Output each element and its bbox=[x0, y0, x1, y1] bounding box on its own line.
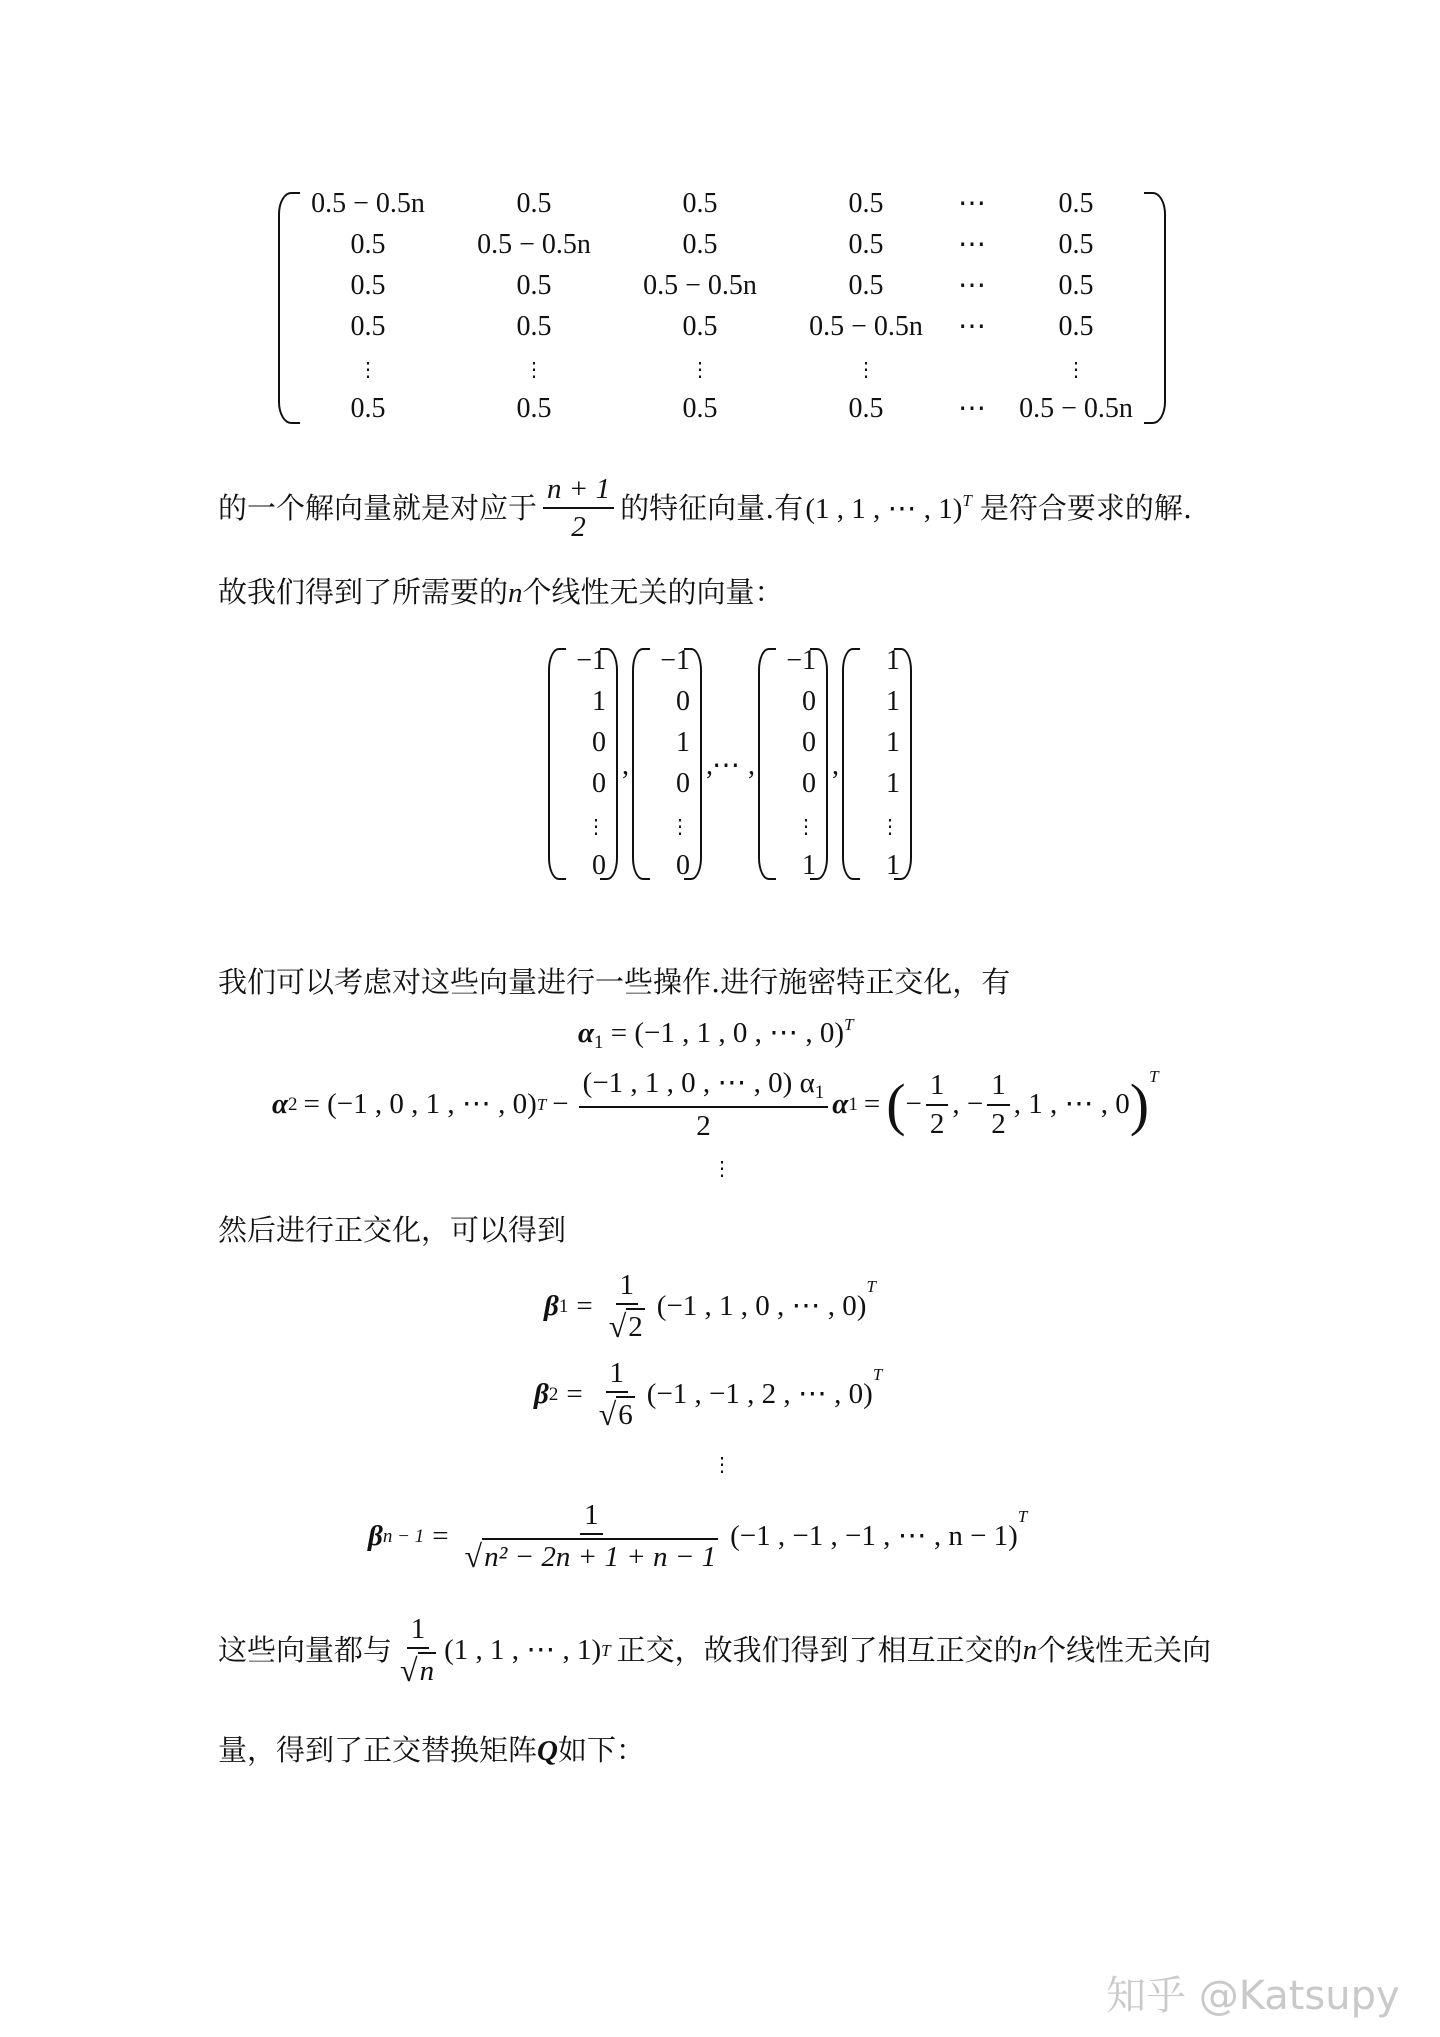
vdots-1: ⋮ bbox=[712, 1158, 732, 1180]
line5-post2: 个线性无关向 bbox=[1037, 1632, 1212, 1667]
matrix-cell: ⋯ bbox=[958, 270, 986, 301]
matrix-cell: ⋮ bbox=[358, 359, 378, 381]
alpha2-close-paren: ) bbox=[1129, 1071, 1150, 1137]
alpha2-projection-fraction bbox=[579, 1068, 829, 1141]
matrix-cell: ⋮ bbox=[690, 359, 710, 381]
alpha2-comma: , − bbox=[952, 1088, 984, 1121]
vector-entry: 0 bbox=[592, 850, 606, 881]
matrix-cell: 0.5 bbox=[848, 188, 884, 219]
vector-right-paren bbox=[894, 648, 912, 880]
line5-num: 1 bbox=[407, 1614, 430, 1649]
vector-entry: 0 bbox=[802, 768, 816, 799]
text-line-gram-schmidt: 我们可以考虑对这些向量进行一些操作.进行施密特正交化，有 bbox=[218, 965, 1011, 999]
matrix-left-paren bbox=[278, 192, 300, 424]
vector-entry: ⋮ bbox=[670, 816, 690, 838]
vector-separator-comma: , bbox=[622, 750, 629, 781]
betan-rhs: (−1 , −1 , −1 , ⋯ , n − 1) bbox=[730, 1519, 1018, 1552]
matrix-right-paren bbox=[1144, 192, 1166, 424]
vector-right-paren bbox=[810, 648, 828, 880]
line2-var: n bbox=[508, 577, 523, 609]
vector-left-paren bbox=[758, 648, 776, 880]
line1-pre: 的一个解向量就是对应于 bbox=[218, 490, 538, 525]
matrix-cell: 0.5 bbox=[848, 270, 884, 301]
betan-sub: n − 1 bbox=[382, 1525, 425, 1547]
alpha2-sup1: T bbox=[536, 1095, 547, 1115]
vector-entry: ⋮ bbox=[586, 816, 606, 838]
line5-post: 正交，故我们得到了相互正交的 bbox=[616, 1632, 1023, 1667]
alpha2-sub: 2 bbox=[288, 1094, 298, 1116]
vector-entry: 1 bbox=[886, 727, 900, 758]
matrix-cell: 0.5 − 0.5n bbox=[643, 270, 757, 301]
vector-entry: 1 bbox=[886, 645, 900, 676]
matrix-cell: 0.5 bbox=[350, 311, 386, 342]
betan-num: 1 bbox=[580, 1500, 603, 1535]
line5-sup: T bbox=[601, 1640, 611, 1660]
beta2-fraction bbox=[595, 1358, 639, 1431]
vector-entry: 1 bbox=[592, 686, 606, 717]
matrix-cell: 0.5 bbox=[516, 188, 552, 219]
line5-den bbox=[396, 1649, 440, 1689]
beta1-den bbox=[605, 1305, 649, 1345]
matrix-cell: 0.5 bbox=[682, 188, 718, 219]
fraction-numerator: n + 1 bbox=[543, 474, 614, 509]
fraction-denominator: 2 bbox=[571, 511, 586, 544]
alpha2-frac-num bbox=[579, 1068, 829, 1108]
matrix-cell: 0.5 bbox=[350, 393, 386, 424]
alpha2-h1-den: 2 bbox=[929, 1107, 945, 1140]
beta2-den-arg: 6 bbox=[616, 1396, 635, 1430]
alpha2-half-2 bbox=[987, 1070, 1010, 1139]
matrix-cell: 0.5 bbox=[682, 229, 718, 260]
beta1-den-arg: 2 bbox=[626, 1308, 645, 1342]
alpha2-after: α bbox=[832, 1088, 849, 1121]
alpha2-neg: − bbox=[905, 1088, 922, 1121]
vector-right-paren bbox=[600, 648, 618, 880]
sqrt-icon: √ n² − 2n + 1 + n − 1 bbox=[464, 1538, 717, 1575]
betan-eq: = bbox=[432, 1519, 449, 1552]
beta1-sup: T bbox=[866, 1277, 876, 1296]
matrix-cell: ⋯ bbox=[958, 393, 986, 424]
line6-var: Q bbox=[537, 1735, 558, 1767]
line2-pre: 故我们得到了所需要的 bbox=[218, 575, 509, 609]
alpha2-minus: − bbox=[552, 1088, 569, 1121]
vertical-dots-2 bbox=[712, 1448, 732, 1477]
vdots-2: ⋮ bbox=[712, 1454, 732, 1476]
vector-separator-comma: , bbox=[832, 750, 839, 781]
matrix-cell: 0.5 bbox=[516, 393, 552, 424]
vector-entry: 0 bbox=[802, 686, 816, 717]
text-line-orthogonalize: 然后进行正交化，可以得到 bbox=[218, 1213, 567, 1247]
equation-alpha1 bbox=[578, 1016, 854, 1052]
sqrt-icon: √ n bbox=[400, 1652, 435, 1689]
betan-symbol: β bbox=[368, 1519, 383, 1552]
vector-entry: 1 bbox=[676, 727, 690, 758]
watermark: 知乎 @Katsupy bbox=[1106, 1973, 1400, 2019]
text-line-orthogonal-to bbox=[218, 1614, 1211, 1687]
vector-entry: 0 bbox=[676, 768, 690, 799]
matrix-cell: 0.5 bbox=[682, 393, 718, 424]
beta1-rhs: (−1 , 1 , 0 , ⋯ , 0) bbox=[656, 1289, 867, 1322]
fraction-n-plus-1-over-2 bbox=[543, 474, 614, 543]
beta1-num: 1 bbox=[616, 1270, 639, 1305]
matrix-cell: 0.5 bbox=[1058, 270, 1094, 301]
matrix-cell: 0.5 bbox=[1058, 229, 1094, 260]
matrix-cell: ⋮ bbox=[1066, 359, 1086, 381]
alpha1-rhs: = (−1 , 1 , 0 , ⋯ , 0) bbox=[610, 1017, 845, 1049]
line5-pre: 这些向量都与 bbox=[218, 1632, 393, 1667]
alpha2-term1: = (−1 , 0 , 1 , ⋯ , 0) bbox=[303, 1088, 537, 1121]
vector-separator-comma: , bbox=[748, 750, 755, 781]
sqrt-icon: √ 2 bbox=[608, 1308, 643, 1345]
sqrt-icon: √ 6 bbox=[598, 1396, 633, 1433]
alpha2-tail: , 1 , ⋯ , 0 bbox=[1013, 1088, 1130, 1121]
vector-entry: −1 bbox=[576, 645, 606, 676]
line5-fraction bbox=[396, 1614, 440, 1687]
vector-entry: 1 bbox=[886, 850, 900, 881]
text-line-eigenvector bbox=[218, 474, 1192, 543]
beta2-sup: T bbox=[872, 1365, 883, 1384]
beta2-eq: = bbox=[566, 1377, 583, 1410]
beta1-fraction bbox=[605, 1270, 649, 1343]
line1-mid: 的特征向量.有 bbox=[620, 490, 804, 525]
vector-entry: 0 bbox=[592, 768, 606, 799]
matrix-cell: 0.5 bbox=[848, 229, 884, 260]
alpha2-eq: = bbox=[863, 1088, 881, 1121]
matrix-cell: 0.5 − 0.5n bbox=[477, 229, 591, 260]
vector-separator-comma: , bbox=[706, 750, 713, 781]
matrix-cell: 0.5 bbox=[848, 393, 884, 424]
line1-vector bbox=[805, 492, 972, 524]
line5-vec: (1 , 1 , ⋯ , 1) bbox=[444, 1633, 602, 1666]
matrix-cell: 0.5 bbox=[516, 270, 552, 301]
vector-entry: 0 bbox=[592, 727, 606, 758]
line5-var: n bbox=[1022, 1633, 1038, 1666]
beta2-den bbox=[595, 1393, 639, 1433]
line6-post: 如下： bbox=[557, 1733, 645, 1767]
alpha1-symbol: α bbox=[578, 1017, 595, 1049]
line5-den-arg: n bbox=[418, 1652, 437, 1686]
matrix-cell: 0.5 bbox=[350, 270, 386, 301]
vector-entry: ⋮ bbox=[796, 816, 816, 838]
beta1-sub: 1 bbox=[558, 1295, 569, 1317]
betan-den bbox=[461, 1535, 723, 1575]
line1-sup: T bbox=[962, 491, 972, 511]
text-line-matrix-q bbox=[218, 1733, 645, 1767]
vector-entry: −1 bbox=[786, 645, 816, 676]
matrix-cell: 0.5 − 0.5n bbox=[311, 188, 425, 219]
alpha2-h2-num: 1 bbox=[987, 1070, 1010, 1105]
beta1-eq: = bbox=[576, 1289, 593, 1322]
vector-entry: 1 bbox=[802, 850, 816, 881]
line6-pre: 量，得到了正交替换矩阵 bbox=[218, 1733, 538, 1767]
alpha2-half-1 bbox=[926, 1070, 949, 1139]
alpha2-symbol: α bbox=[272, 1088, 289, 1121]
vector-separator-dots: ⋯ bbox=[712, 750, 740, 781]
beta2-sub: 2 bbox=[548, 1383, 559, 1405]
text-line-n-vectors bbox=[218, 575, 784, 609]
vector-entry: 1 bbox=[886, 686, 900, 717]
line1-post: 是符合要求的解. bbox=[979, 490, 1193, 525]
matrix-cell: 0.5 bbox=[682, 311, 718, 342]
matrix-cell: 0.5 − 0.5n bbox=[1019, 393, 1133, 424]
line2-post: 个线性无关的向量： bbox=[522, 575, 784, 609]
matrix-cell: ⋮ bbox=[856, 359, 876, 381]
equation-beta-n-minus-1 bbox=[368, 1500, 1027, 1573]
matrix-cell: 0.5 bbox=[1058, 188, 1094, 219]
alpha2-frac-num-sub: 1 bbox=[814, 1082, 825, 1103]
matrix-cell: ⋯ bbox=[958, 311, 986, 342]
vector-entry: −1 bbox=[660, 645, 690, 676]
alpha2-frac-num-text: (−1 , 1 , 0 , ⋯ , 0) α bbox=[582, 1067, 815, 1099]
matrix-cell: 0.5 − 0.5n bbox=[809, 311, 923, 342]
alpha2-after-sub: 1 bbox=[848, 1094, 858, 1116]
matrix-cell: ⋮ bbox=[524, 359, 544, 381]
alpha2-frac-den: 2 bbox=[696, 1109, 711, 1142]
vector-left-paren bbox=[632, 648, 650, 880]
betan-den-arg: n² − 2n + 1 + n − 1 bbox=[482, 1538, 718, 1572]
vector-left-paren bbox=[548, 648, 566, 880]
vector-entry: ⋮ bbox=[880, 816, 900, 838]
alpha2-h2-den: 2 bbox=[991, 1107, 1006, 1140]
alpha2-h1-num: 1 bbox=[926, 1070, 949, 1105]
vector-entry: 0 bbox=[802, 727, 816, 758]
matrix-cell: ⋯ bbox=[958, 188, 986, 219]
line1-vec: (1 , 1 , ⋯ , 1) bbox=[805, 493, 963, 526]
betan-fraction bbox=[461, 1500, 723, 1573]
alpha2-sup2: T bbox=[1149, 1067, 1159, 1086]
beta2-symbol: β bbox=[534, 1377, 549, 1410]
vector-entry: 1 bbox=[886, 768, 900, 799]
equation-alpha2 bbox=[272, 1068, 1159, 1141]
matrix-cell: 0.5 bbox=[516, 311, 552, 342]
betan-sup: T bbox=[1017, 1507, 1028, 1526]
beta2-num: 1 bbox=[606, 1358, 629, 1393]
vector-entry: 0 bbox=[676, 686, 690, 717]
alpha2-open-paren: ( bbox=[886, 1071, 906, 1137]
equation-beta1 bbox=[544, 1270, 876, 1343]
vector-entry: 0 bbox=[676, 850, 690, 881]
alpha1-sub: 1 bbox=[594, 1032, 604, 1053]
matrix-cell: 0.5 bbox=[350, 229, 386, 260]
vertical-dots-1 bbox=[712, 1152, 732, 1181]
vector-right-paren bbox=[684, 648, 702, 880]
matrix-cell: 0.5 bbox=[1058, 311, 1094, 342]
alpha1-sup: T bbox=[844, 1015, 854, 1034]
beta1-symbol: β bbox=[544, 1289, 559, 1322]
equation-beta2 bbox=[534, 1358, 882, 1431]
beta2-rhs: (−1 , −1 , 2 , ⋯ , 0) bbox=[646, 1377, 873, 1410]
matrix-cell: ⋯ bbox=[958, 229, 986, 260]
vector-left-paren bbox=[842, 648, 860, 880]
